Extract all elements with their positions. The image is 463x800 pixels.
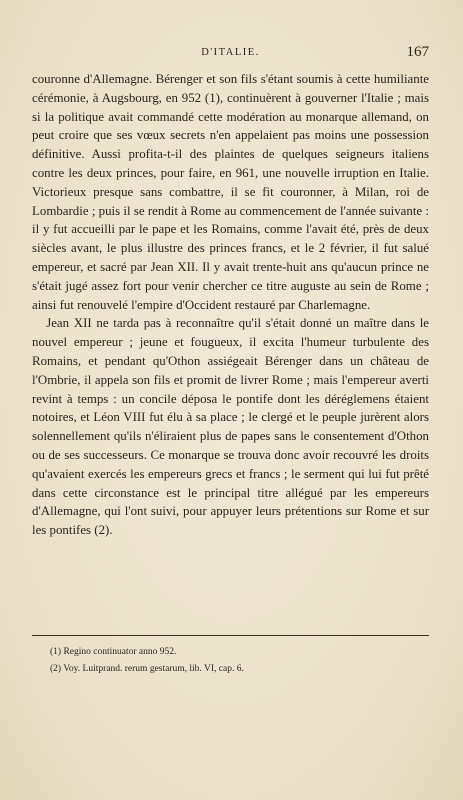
running-head: D'ITALIE.: [201, 47, 260, 58]
footnote: (1) Regino continuator anno 952.: [50, 647, 177, 657]
page-header: [32, 44, 429, 66]
body-text: [32, 70, 429, 540]
page-number: 167: [406, 44, 429, 60]
footnote: (2) Voy. Luitprand. rerum gestarum, lib. VI, cap. 6.: [50, 664, 244, 674]
footnotes: [50, 644, 430, 678]
paragraph: Jean XII ne tarda pas à reconnaître qu'il s'était donné un maître dans le nouvel empereur ; jeune et fougueux, il excita l'humeur turbulente des Romains, et pendant qu'Othon assiégeait Bérenger dans un château de l'Ombrie, il appela son fils et promit de livrer Rome ; mais l'empereur averti revint à temps : un concile déposa le pontife dont les déréglemens étaient notoires, et Léon VIII fut élu à sa place ; le clergé et le peuple jurèrent alors solennellement qu'ils n'éliraient plus de papes sans le consentement d'Othon ou de ses successeurs. Ce monarque se trouva donc avoir recouvré les droits qu'avaient exercés les empereurs grecs et francs ; le serment qui lui fut prêté dans cette circonstance est le principal titre allégué par les empereurs d'Allemagne, qui l'ont suivi, pour appuyer leurs prétentions sur Rome et sur les pontifes (2).: [32, 316, 429, 538]
paragraph: couronne d'Allemagne. Bérenger et son fils s'étant soumis à cette humiliante cérémonie, à Augsbourg, en 952 (1), continuèrent à gouverner l'Italie ; mais si la politique avait commandé cette modération au monarque allemand, on peut croire que ses vœux secrets n'en appelaient pas moins une possession définitive. Aussi profita-t-il des plaintes de quelques seigneurs italiens contre les deux princes, pour faire, en 961, une nouvelle irruption en Italie. Victorieux presque sans combattre, il se fit couronner, à Milan, roi de Lombardie ; puis il se rendit à Rome au commencement de l'année suivante : il y fut accueilli par le pape et les Romains, comme l'avait été, près de deux siècles avant, le plus illustre des princes francs, et le 2 février, il fut salué empereur, et sacré par Jean XII. Il y avait trente-huit ans qu'aucun prince ne s'était jugé assez fort pour venir chercher ce titre auguste au sein de Rome ; ainsi fut renouvelé l'empire d'Occident restauré par Charlemagne.: [32, 72, 429, 312]
footnote-divider: [32, 635, 429, 636]
